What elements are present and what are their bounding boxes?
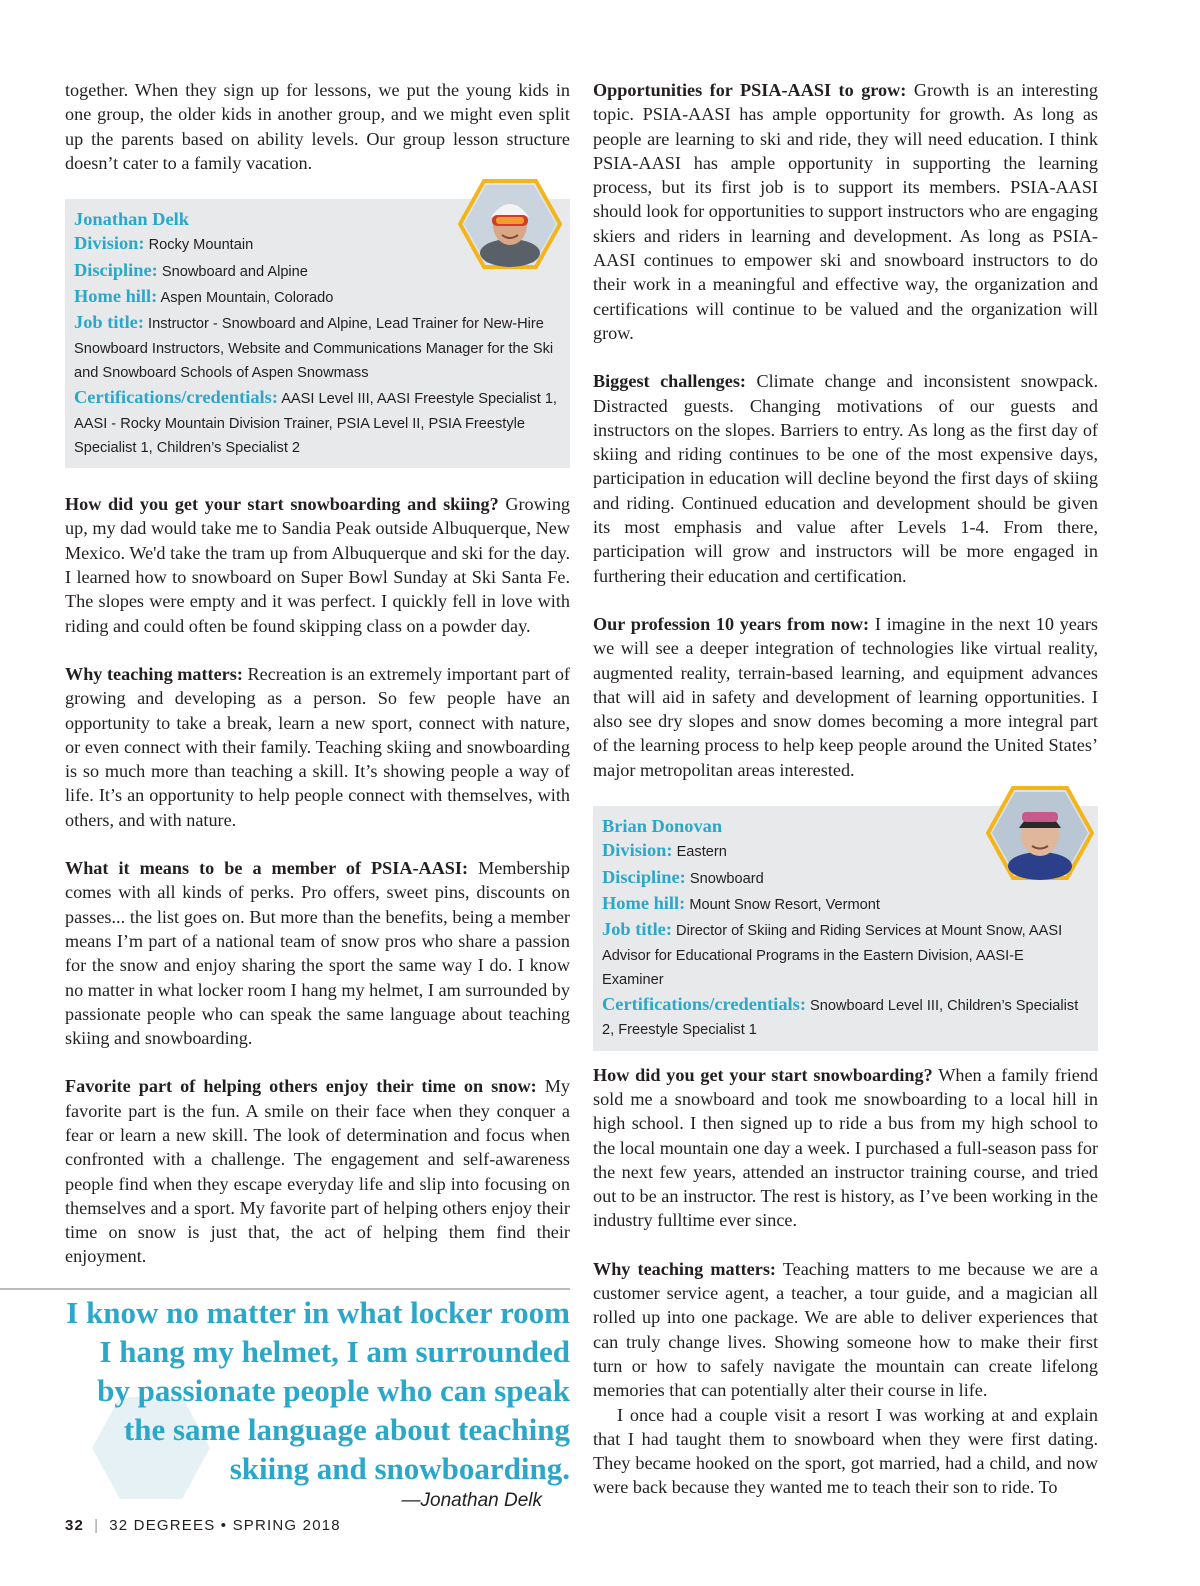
profile-photo-jonathan-delk bbox=[458, 179, 562, 269]
page-number: 32 bbox=[65, 1517, 85, 1534]
profile-certifications: Certifications/credentials: Snowboard Level III, Children’s Specialist 2, Freestyle Specialist 1 bbox=[602, 994, 1079, 1039]
page-footer bbox=[65, 1517, 341, 1534]
profile-discipline: Discipline: Snowboard and Alpine bbox=[74, 259, 308, 280]
profile-job-title: Job title: Instructor - Snowboard and Alpine, Lead Trainer for New-Hire Snowboard Instructors, Website and Communications Manager for the Ski and Snowboard Schools of Aspen Snowmass bbox=[74, 312, 554, 381]
profile-job-title: Job title: Director of Skiing and Riding Services at Mount Snow, AASI Advisor for Educational Programs in the Eastern Division, AASI-E Examiner bbox=[602, 919, 1063, 988]
qa-why-teaching: Why teaching matters: Recreation is an extremely important part of growing and developing as a person. So few people have an opportunity to take a break, learn a new sport, connect with nature, or even connect with their family. Teaching skiing and snowboarding is so much more than teaching a skill. It’s showing people a way of life. It’s an opportunity to help people connect with themselves, with others, and with nature. bbox=[65, 663, 570, 830]
left-column bbox=[65, 78, 570, 1269]
qa-challenges: Biggest challenges: Climate change and inconsistent snowpack. Distracted guests. Changing motivations of our guests and instructors on the slopes. Barriers to entry. As long as the first day of skiing and riding continues to be one of the most expensive days, participation in education will decline beyond the first days of skiing and riding. Continued education and development should be given its most emphasis and value after Levels 1-4. From there, participation will grow and instructors will be more engaged in furthering their education and certification. bbox=[593, 371, 1099, 586]
profile-photo-brian-donovan bbox=[986, 786, 1094, 880]
qa-start-snowboarding: How did you get your start snowboarding? When a family friend sold me a snowboard and took me snowboarding to a local hill in high school. I then signed up to ride a bus from my high school to the local mountain one day a week. I purchased a full-season pass for the next few years, attended an instructor training course, and tried out to be an instructor. The rest is history, as I’ve been working in the industry fulltime ever since. bbox=[593, 1064, 1099, 1231]
pullquote: I know no matter in what locker room I hang my helmet, I am surrounded by passionate people who can speak the same language about teaching skiing and snowboarding. bbox=[66, 1295, 570, 1486]
publication-name: 32 DEGREES • SPRING 2018 bbox=[109, 1517, 341, 1534]
qa-start: How did you get your start snowboarding and skiing? Growing up, my dad would take me to Sandia Peak outside Albuquerque, New Mexico. We'd take the tram up from Albuquerque and ski for the day. I learned how to snowboard on Super Bowl Sunday at Ski Santa Fe. The slopes were empty and it was perfect. I quickly fell in love with riding and could often be found skipping class on a powder day. bbox=[65, 494, 571, 636]
qa-why-teaching-donovan: Why teaching matters: Teaching matters to me because we are a customer service agent, a teacher, a tour guide, and a magician all rolled up into one package. We are able to deliver experiences that can truly change lives. Showing someone how to make their first turn or how to safely navigate the mountain can create lifelong memories that can potentially alter their course in life. bbox=[593, 1258, 1099, 1401]
profile-box-jonathan-delk bbox=[65, 199, 570, 468]
right-column bbox=[593, 78, 1098, 1500]
qa-opportunities: Opportunities for PSIA-AASI to grow: Growth is an interesting topic. PSIA-AASI has ample opportunity for growth. As long as people are learning to ski and ride, they will need education. I think PSIA-AASI has ample opportunity in supporting the learning process, but its first job is to support its members. PSIA-AASI should look for opportunities to support instructors who are engaging skiers and riders in learning and development. As long as PSIA-AASI continues to empower ski and snowboard instructors to do their work in a meaningful and effective way, the organization and certifications will continue to be valued and the organization will grow. bbox=[593, 80, 1098, 343]
profile-division: Division: Eastern bbox=[602, 840, 727, 861]
profile-home-hill: Home hill: Aspen Mountain, Colorado bbox=[74, 286, 334, 307]
paragraph-couple-story: I once had a couple visit a resort I was working at and explain that I had taught them to snowboard when they were first dating. They became hooked on the sport, got married, had a child, and now were back because they wanted me to teach their son to ride. To bbox=[593, 1404, 1098, 1498]
profile-division: Division: Rocky Mountain bbox=[74, 233, 254, 254]
pullquote-rule bbox=[0, 1288, 570, 1290]
qa-member: What it means to be a member of PSIA-AASI: Membership comes with all kinds of perks. Pro offers, sweet pins, discounts on passes... the list goes on. But more than the benefits, being a member means I’m part of a national team of snow pros who share a passion for the snow and enjoy sharing the sport the same way I do. I know no matter in what locker room I hang my helmet, I am surrounded by passionate people who can speak the same language about teaching skiing and snowboarding. bbox=[65, 858, 570, 1049]
footer-divider: | bbox=[94, 1517, 100, 1534]
profile-discipline: Discipline: Snowboard bbox=[602, 866, 764, 887]
profile-name: Jonathan Delk bbox=[74, 209, 189, 230]
profile-certifications: Certifications/credentials: AASI Level III, AASI Freestyle Specialist 1, AASI - Rocky Mountain Division Trainer, PSIA Level II, PSIA Freestyle Specialist 1, Children’s Specialist 2 bbox=[74, 387, 557, 456]
profile-box-brian-donovan bbox=[593, 806, 1098, 1051]
profile-name: Brian Donovan bbox=[602, 816, 723, 837]
qa-profession-future: Our profession 10 years from now: I imagine in the next 10 years we will see a deeper integration of technologies like virtual reality, augmented reality, terrain-based learning, and equipment advances that will aid in safety and development of learning opportunities. I also see dry slopes and snow domes becoming a more integral part of the learning process to help keep people around the United States’ major metropolitan areas interested. bbox=[593, 613, 1099, 780]
qa-favorite-part: Favorite part of helping others enjoy their time on snow: My favorite part is the fun. A smile on their face when they conquer a fear or learn a new skill. The look of determination and focus when confronted with a challenge. The engagement and self-awareness people find when they escape everyday life and slip into focusing on themselves and a sport. My favorite part of helping others enjoy their time on snow is just that, the act of helping them find their enjoyment. bbox=[65, 1076, 571, 1267]
pullquote-attribution: —Jonathan Delk bbox=[401, 1490, 542, 1511]
intro-paragraph: together. When they sign up for lessons, we put the young kids in one group, the older kids in another group, and we might even split up the parents based on ability levels. Our group lesson structure doesn’t cater to a family vacation. bbox=[65, 80, 570, 173]
profile-home-hill: Home hill: Mount Snow Resort, Vermont bbox=[602, 892, 880, 913]
